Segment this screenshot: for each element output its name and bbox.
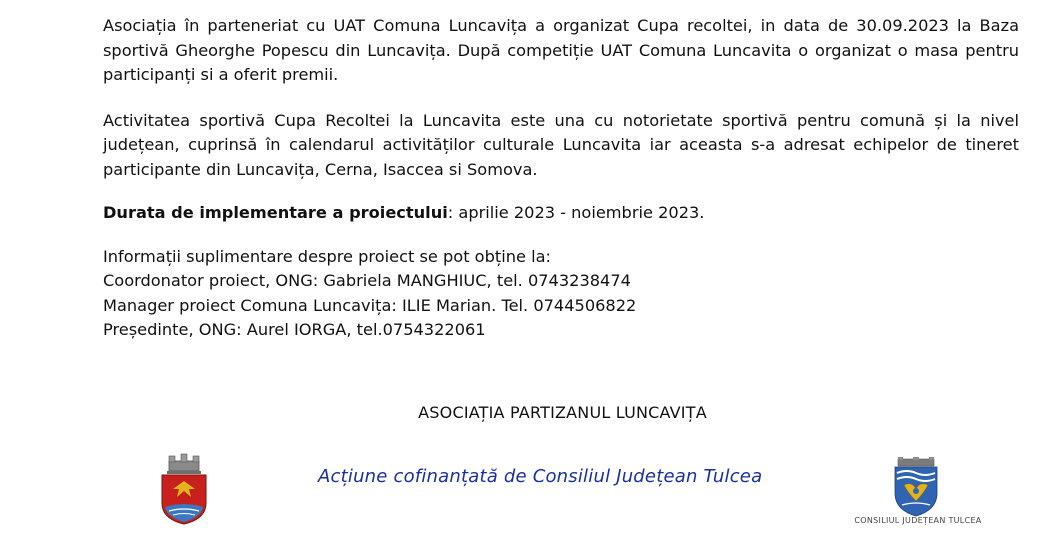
- luncavita-coat-of-arms-icon: [159, 453, 209, 525]
- council-caption: CONSILIUL JUDEȚEAN TULCEA: [854, 516, 982, 525]
- document-body: [103, 14, 1019, 343]
- duration-value: : aprilie 2023 - noiembrie 2023.: [447, 203, 705, 222]
- info-intro: Informații suplimentare despre proiect se pot obține la:: [103, 246, 551, 266]
- paragraph-event: Asociația în parteneriat cu UAT Comuna Luncavița a organizat Cupa recoltei, in data de 30.09.2023 la Baza sportivă Gheorghe Popescu din Luncavița. După competiție UAT Comuna Luncavita o organizat o masa pentru participanți si a oferit premii.: [103, 16, 1019, 84]
- info-president: Președinte, ONG: Aurel IORGA, tel.0754322061: [103, 320, 486, 339]
- contact-info: [103, 245, 1019, 343]
- info-manager: Manager proiect Comuna Luncavița: ILIE Marian. Tel. 0744506822: [103, 295, 637, 315]
- tulcea-county-council-logo-icon: [892, 457, 940, 517]
- cofinance-statement: Acțiune cofinanțată de Consiliul Județean Tulcea: [318, 466, 763, 487]
- paragraph-activity: Activitatea sportivă Cupa Recoltei la Luncavita este una cu notorietate sportivă pentru comună și la nivel județean, cuprinsă în calendarul activităților culturale Luncavita iar aceasta s-a adresat echipelor de tineret participante din Luncavița, Cerna, Isaccea si Somova.: [103, 110, 1019, 179]
- duration-label: Durata de implementare a proiectului: [103, 203, 448, 222]
- info-coordinator: Coordonator proiect, ONG: Gabriela MANGHIUC, tel. 0743238474: [103, 271, 631, 290]
- duration-line: [103, 201, 1019, 226]
- association-name: ASOCIAȚIA PARTIZANUL LUNCAVIȚA: [418, 403, 707, 422]
